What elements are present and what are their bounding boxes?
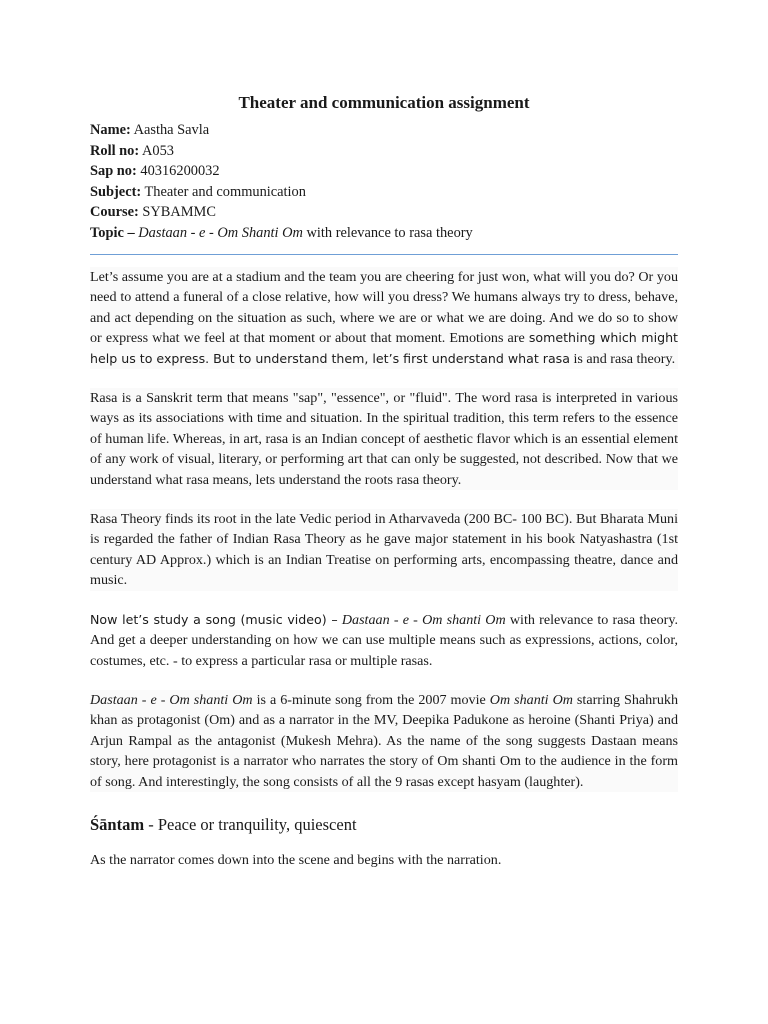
meta-subject: [90, 182, 678, 203]
meta-topic-italic: Dastaan - e - Om Shanti Om: [134, 224, 303, 241]
meta-roll-label: Roll no:: [90, 142, 140, 159]
meta-sap-value: 40316200032: [136, 163, 220, 179]
meta-roll-value: A053: [139, 142, 174, 159]
section-heading-rest: - Peace or tranquility, quiescent: [144, 814, 357, 834]
paragraph-song-study-part1: Now let’s study a song (music video) –: [90, 611, 338, 627]
paragraph-movie-title-italic: Om shanti Om: [489, 691, 573, 708]
meta-course-label: Course:: [90, 204, 139, 220]
paragraph-song-description: [90, 690, 678, 792]
meta-topic-rest: with relevance to rasa theory: [302, 224, 473, 241]
meta-course-value: SYBAMMC: [138, 204, 216, 220]
paragraph-song-study-italic: Dastaan - e - Om shanti Om: [337, 611, 506, 628]
section-heading-santam: [90, 814, 678, 836]
meta-name-label: Name:: [90, 122, 131, 138]
paragraph-intro: [90, 267, 678, 369]
meta-name: [90, 120, 678, 141]
meta-sap-label: Sap no:: [90, 163, 137, 179]
paragraph-song-description-part1: is a 6-minute song from the 2007 movie: [252, 691, 490, 708]
meta-subject-value: Theater and communication: [141, 183, 306, 200]
paragraph-narration: As the narrator comes down into the scene and begins with the narration.: [90, 851, 502, 868]
paragraph-song-study-part2: with relevance to rasa theory. And get a deeper understanding on how we can use multiple means such as expressions, actions, color, costumes, etc. - to express a particular rasa or multiple rasas.: [90, 611, 679, 669]
horizontal-divider: [90, 254, 678, 255]
meta-course: [90, 202, 678, 223]
meta-topic-label: Topic –: [90, 224, 135, 241]
paragraph-intro-part3: is and rasa theory.: [569, 350, 676, 367]
meta-sap: [90, 161, 678, 182]
paragraph-song-description-part2: starring Shahrukh khan as protagonist (Om) and as a narrator in the MV, Deepika Padukone as heroine (Shanti Priya) and Arjun Rampal as the antagonist (Mukesh Mehra). As the name of the song suggests Dastaan means story, here protagonist is a narrator who narrates the story of Om shanti Om to the audience in the form of song. And interestingly, the song consists of all the 9 rasas except hasyam (laughter).: [90, 691, 679, 790]
meta-name-value: Aastha Savla: [130, 122, 210, 138]
paragraph-rasa-theory-roots: Rasa Theory finds its root in the late Vedic period in Atharvaveda (200 BC- 100 BC). But Bharata Muni is regarded the father of Indian Rasa Theory as he gave major statement in his book Natyashastra (1st century AD Approx.) which is an Indian Treatise on performing arts, encompassing theatre, dance and music.: [90, 509, 678, 591]
paragraph-song-title-italic: Dastaan - e - Om shanti Om: [90, 691, 253, 708]
paragraph-intro-part2: something which might help us to express. But to understand them, let’s first understand what rasa: [90, 330, 678, 366]
section-heading-bold: Śāntam: [90, 814, 145, 834]
meta-subject-label: Subject:: [90, 183, 142, 200]
document-content: [90, 92, 678, 889]
meta-topic: [90, 223, 678, 244]
paragraph-rasa-definition: Rasa is a Sanskrit term that means "sap", "essence", or "fluid". The word rasa is interpreted in various ways as its associations with time and situation. In the spiritual tradition, this term refers to the essence of human life. Whereas, in art, rasa is an Indian concept of aesthetic flavor which is an essential element of any work of visual, literary, or performing art that can only be suggested, not described. Now that we understand what rasa means, lets understand the roots rasa theory.: [90, 388, 678, 490]
meta-roll: [90, 141, 678, 162]
document-title: Theater and communication assignment: [238, 93, 530, 112]
paragraph-song-study: [90, 610, 678, 671]
paragraph-intro-part1: Let’s assume you are at a stadium and the team you are cheering for just won, what will you do? Or you need to attend a funeral of a close relative, how will you dress? We humans always try to dress, behave, and act depending on the situation as such, where we are or what we are doing. And we do so to show or express what we feel at that moment or about that moment. Emotions are: [90, 269, 678, 347]
